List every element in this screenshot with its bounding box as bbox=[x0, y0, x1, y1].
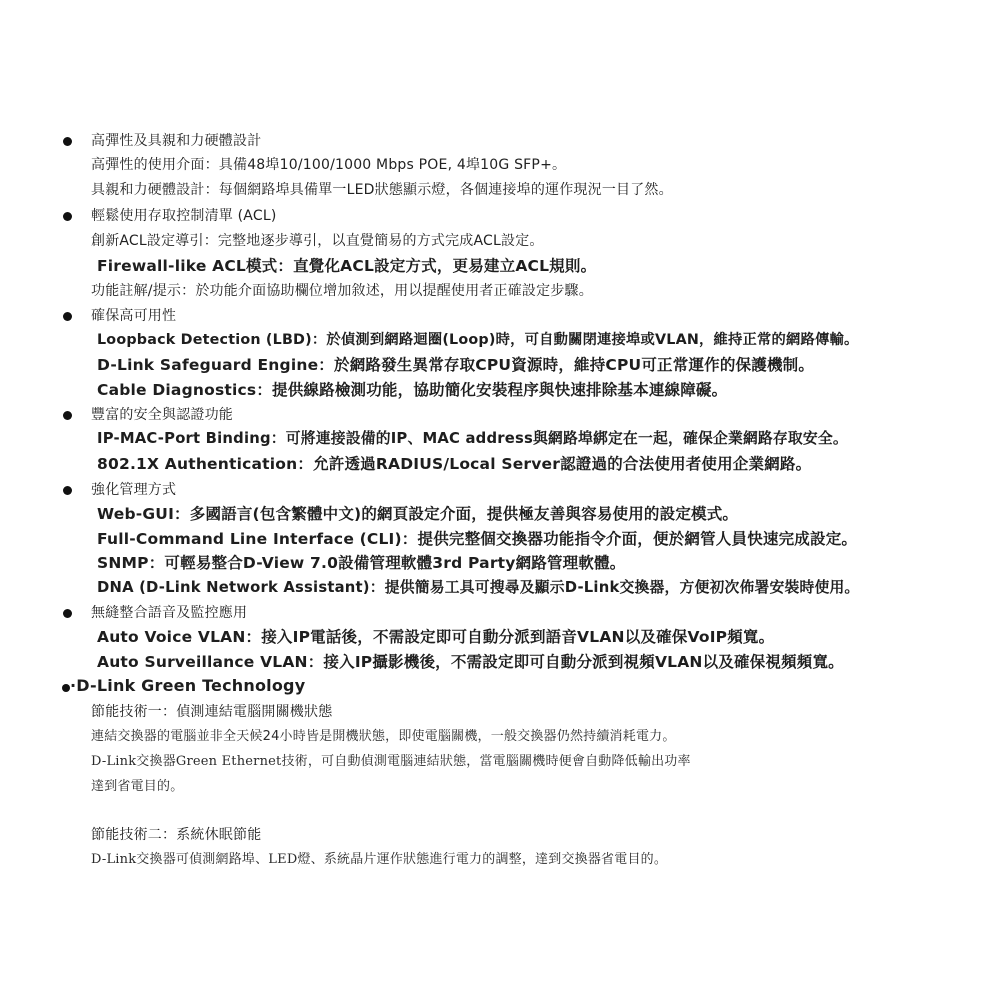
bullet-icon bbox=[63, 137, 72, 146]
feature-line: Firewall-like ACL模式：直覺化ACL設定方式，更易建立ACL規則。 bbox=[97, 257, 597, 275]
bullet-icon bbox=[63, 486, 72, 495]
feature-line: SNMP：可輕易整合D-View 7.0設備管理軟體3rd Party網路管理軟體。 bbox=[97, 554, 626, 572]
feature-line: 達到省電目的。 bbox=[91, 779, 184, 794]
feature-line: DNA (D-Link Network Assistant)：提供簡易工具可搜尋及顯示D-Link交換器，方便初次佈署安裝時使用。 bbox=[97, 579, 860, 596]
bullet-icon bbox=[63, 609, 72, 618]
tech1-title: 節能技術一：偵測連結電腦開關機狀態 bbox=[91, 704, 333, 720]
feature-line: Cable Diagnostics：提供線路檢測功能，協助簡化安裝程序與快速排除基本連線障礙。 bbox=[97, 381, 728, 399]
feature-line: Full-Command Line Interface (CLI)：提供完整個交換器功能指令介面，便於網管人員快速完成設定。 bbox=[97, 530, 858, 548]
feature-line: 802.1X Authentication：允許透過RADIUS/Local Server認證過的合法使用者使用企業網路。 bbox=[97, 455, 812, 473]
feature-line: D-Link交換器Green Ethernet技術，可自動偵測電腦連結狀態，當電腦關機時便會自動降低輸出功率 bbox=[91, 754, 691, 769]
section-heading-green-technology: ·D-Link Green Technology bbox=[70, 676, 306, 695]
bullet-icon bbox=[63, 411, 72, 420]
feature-line: Auto Voice VLAN：接入IP電話後，不需設定即可自動分派到語音VLAN以及確保VoIP頻寬。 bbox=[97, 628, 775, 646]
feature-line: IP-MAC-Port Binding：可將連接設備的IP、MAC address與網路埠綁定在一起，確保企業網路存取安全。 bbox=[97, 430, 848, 447]
feature-line: 連結交換器的電腦並非全天候24小時皆是開機狀態，即使電腦關機，一般交換器仍然持續消耗電力。 bbox=[91, 729, 676, 744]
tech2-title: 節能技術二：系統休眠節能 bbox=[91, 827, 262, 843]
feature-line: D-Link交換器可偵測網路埠、LED燈、系統晶片運作狀態進行電力的調整，達到交換器省電目的。 bbox=[91, 852, 668, 867]
feature-line: 高彈性的使用介面：具備48埠10/100/1000 Mbps POE, 4埠10G SFP+。 bbox=[91, 157, 567, 173]
bullet-icon bbox=[62, 684, 70, 692]
feature-line: Loopback Detection (LBD)：於偵測到網路迴圈(Loop)時，可自動關閉連接埠或VLAN，維持正常的網路傳輸。 bbox=[97, 332, 859, 348]
section-heading-availability: 確保高可用性 bbox=[91, 308, 177, 324]
section-heading-acl: 輕鬆使用存取控制清單 (ACL) bbox=[91, 208, 277, 224]
feature-line: 創新ACL設定導引：完整地逐步導引，以直覺簡易的方式完成ACL設定。 bbox=[91, 233, 544, 249]
section-heading-security: 豐富的安全與認證功能 bbox=[91, 407, 233, 423]
feature-line: 功能註解/提示：於功能介面協助欄位增加敘述，用以提醒使用者正確設定步驟。 bbox=[91, 283, 593, 299]
bullet-icon bbox=[63, 212, 72, 221]
bullet-icon bbox=[63, 312, 72, 321]
feature-line: 具親和力硬體設計：每個網路埠具備單一LED狀態顯示燈，各個連接埠的運作現況一目了然。 bbox=[91, 182, 673, 198]
feature-line: Auto Surveillance VLAN：接入IP攝影機後，不需設定即可自動分派到視頻VLAN以及確保視頻頻寬。 bbox=[97, 653, 844, 671]
feature-line: Web-GUI：多國語言(包含繁體中文)的網頁設定介面，提供極友善與容易使用的設定模式。 bbox=[97, 505, 739, 523]
section-heading-management: 強化管理方式 bbox=[91, 482, 177, 498]
section-heading-voice-surveillance: 無縫整合語音及監控應用 bbox=[91, 605, 248, 621]
section-heading-hardware: 高彈性及具親和力硬體設計 bbox=[91, 133, 262, 149]
feature-line: D-Link Safeguard Engine：於網路發生異常存取CPU資源時，維持CPU可正常運作的保護機制。 bbox=[97, 356, 815, 374]
